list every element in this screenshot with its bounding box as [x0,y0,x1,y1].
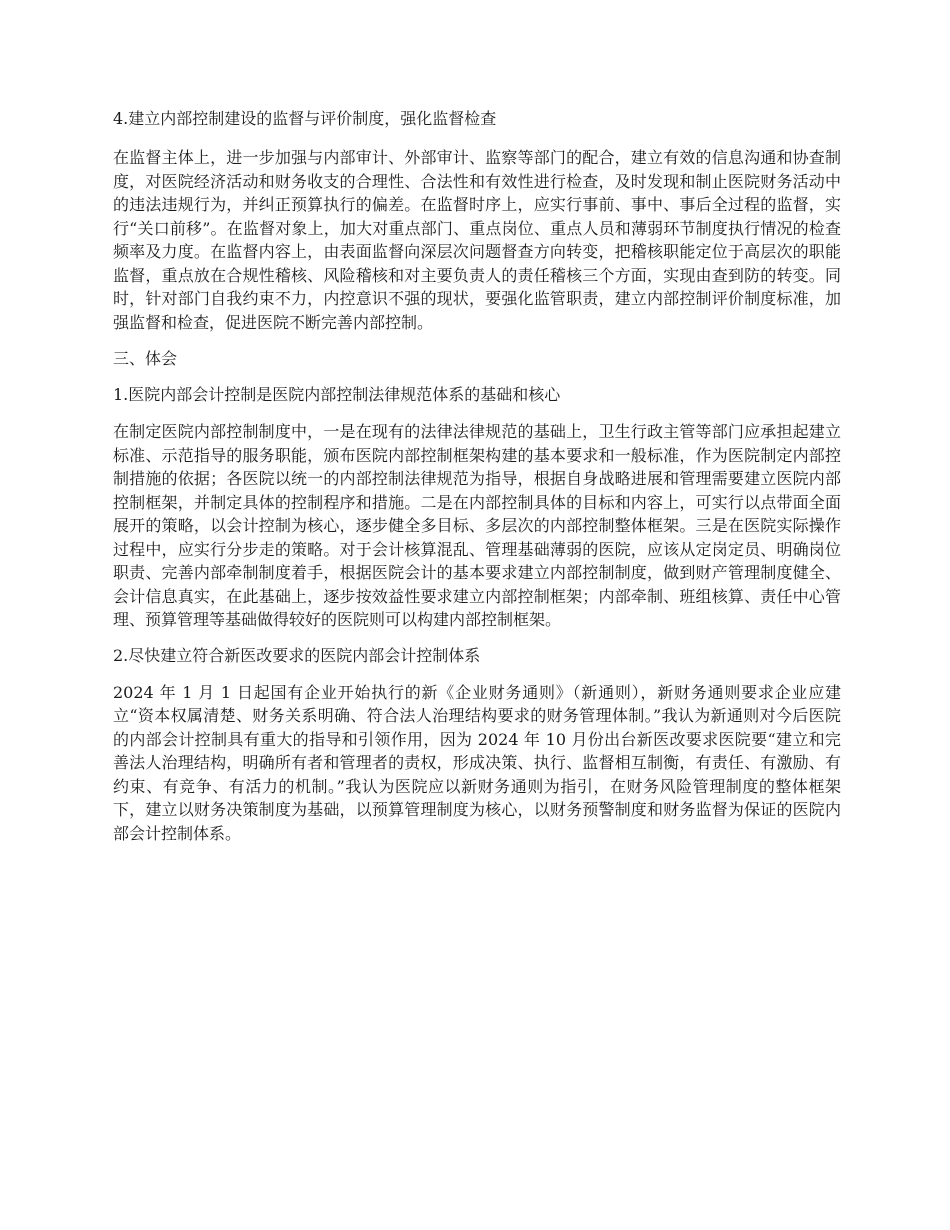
document-page [113,106,841,845]
paragraph-new-reform: 2024 年 1 月 1 日起国有企业开始执行的新《企业财务通则》（新通则），新财务通则要求企业应建立“资本权属清楚、财务关系明确、符合法人治理结构要求的财务管理体制。”我认为新通则对今后医院的内部会计控制具有重大的指导和引领作用，因为 2024 年 10 月份出台新医改要求医院要“建立和完善法人治理结构，明确所有者和管理者的责权，形成决策、执行、监督相互制衡，有责任、有激励、有约束、有竞争、有活力的机制。”我认为医院应以新财务通则为指引，在财务风险管理制度的整体框架下，建立以财务决策制度为基础，以预算管理制度为核心，以财务预警制度和财务监督为保证的医院内部会计控制体系。 [113,682,841,843]
paragraph-internal-control: 在制定医院内部控制制度中，一是在现有的法律法律规范的基础上，卫生行政主管等部门应承担起建立标准、示范指导的服务职能，颁布医院内部控制框架构建的基本要求和一般标准，作为医院制定内部控制措施的依据；各医院以统一的内部控制法律规范为指导，根据自身战略进展和管理需要建立医院内部控制框架，并制定具体的控制程序和措施。二是在内部控制具体的目标和内容上，可实行以点带面全面展开的策略，以会计控制为核心，逐步健全多目标、多层次的内部控制整体框架。三是在医院实际操作过程中，应实行分步走的策略。对于会计核算混乱、管理基础薄弱的医院，应该从定岗定员、明确岗位职责、完善内部牵制制度着手，根据医院会计的基本要求建立内部控制制度，做到财产管理制度健全、会计信息真实，在此基础上，逐步按效益性要求建立内部控制框架；内部牵制、班组核算、责任中心管理、预算管理等基础做得较好的医院则可以构建内部控制框架。 [113,422,841,629]
paragraph-supervision: 在监督主体上，进一步加强与内部审计、外部审计、监察等部门的配合，建立有效的信息沟通和协查制度，对医院经济活动和财务收支的合理性、合法性和有效性进行检查，及时发现和制止医院财务活动中的违法违规行为，并纠正预算执行的偏差。在监督时序上，应实行事前、事中、事后全过程的监督，实行“关口前移”。在监督对象上，加大对重点部门、重点岗位、重点人员和薄弱环节制度执行情况的检查频率及力度。在监督内容上，由表面监督向深层次问题督查方向转变，把稽核职能定位于高层次的职能监督，重点放在合规性稽核、风险稽核和对主要负责人的责任稽核三个方面，实现由查到防的转变。同时，针对部门自我约束不力，内控意识不强的现状，要强化监管职责，建立内部控制评价制度标准，加强监督和检查，促进医院不断完善内部控制。 [113,148,841,332]
section-title-experience: 三、体会 [113,349,178,368]
subheading-1: 1.医院内部会计控制是医院内部控制法律规范体系的基础和核心 [113,385,561,404]
section-heading-4: 4.建立内部控制建设的监督与评价制度，强化监督检查 [113,109,497,128]
subheading-2: 2.尽快建立符合新医改要求的医院内部会计控制体系 [113,645,481,665]
